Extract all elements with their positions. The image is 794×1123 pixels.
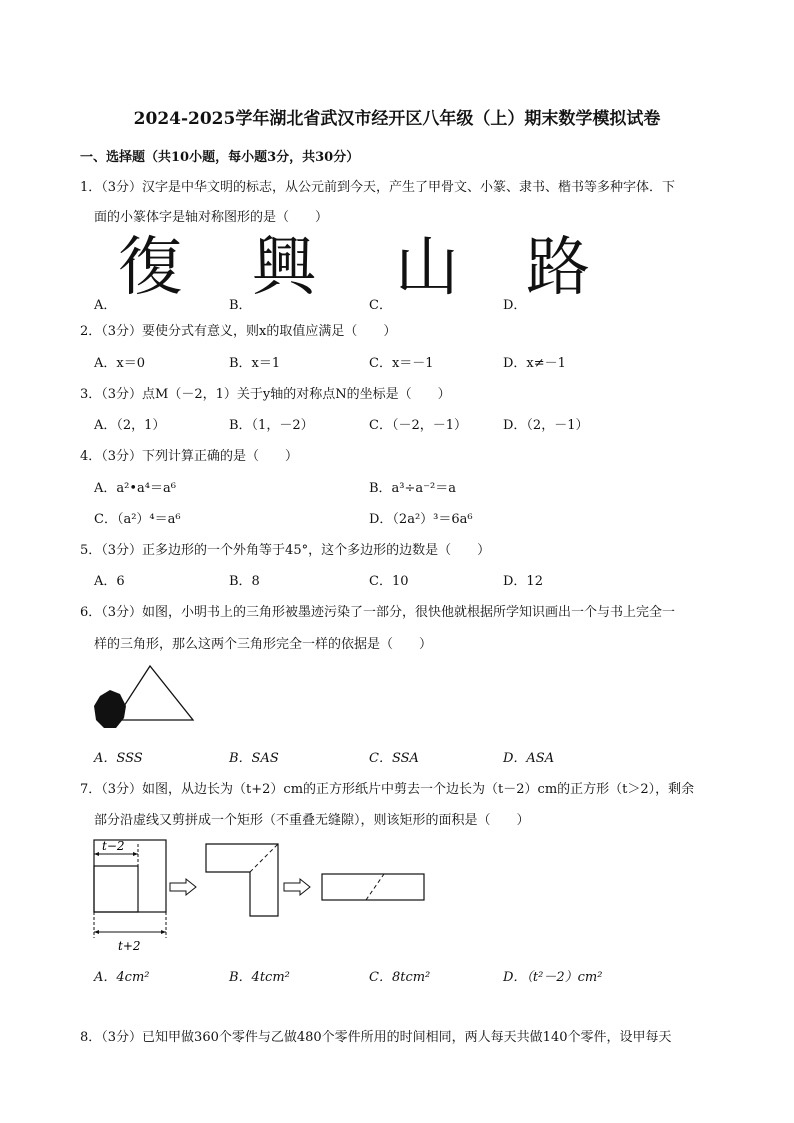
q2-option-b: B．x＝1 [229,356,281,371]
q5-option-a: A．6 [94,574,125,589]
q4-option-a: A．a²•a⁴＝a⁶ [94,481,176,496]
question-3-text: 3．（3分）点M（－2，1）关于y轴的对称点N的坐标是（ ） [80,387,451,402]
triangle-outline [115,666,193,720]
question-6-text-cont: 样的三角形，那么这两个三角形完全一样的依据是（ ） [94,637,433,652]
q2-option-d: D．x≠－1 [503,356,566,371]
q7-option-d: D．（t²－2）cm² [503,970,603,985]
q4-option-c: C．（a²）⁴＝a⁶ [94,512,181,527]
top-dimension-label: t−2 [102,839,125,853]
q5-option-c: C．10 [369,574,409,589]
q1-option-b: B． [229,298,252,313]
question-5-text: 5．（3分）正多边形的一个外角等于45°，这个多边形的边数是（ ） [80,543,491,558]
question-8-text: 8．（3分）已知甲做360个零件与乙做480个零件所用的时间相同，两人每天共做140个零件，设甲每天 [80,1030,672,1045]
q1-option-a: A． [94,298,117,313]
q6-option-a: A．SSS [94,751,143,766]
question-1-text-cont: 面的小篆体字是轴对称图形的是（ ） [94,210,329,225]
q7-option-b: B．4tcm² [229,970,290,985]
seal-glyph-d: 路 [526,231,590,305]
arrow-right-icon [170,879,196,895]
question-6-text: 6．（3分）如图，小明书上的三角形被墨迹污染了一部分，很快他就根据所学知识画出一个与书上完全一 [80,605,676,620]
seal-glyph-c: 山 [395,231,459,305]
q3-option-b: B．（1，－2） [229,418,314,433]
q4-option-d: D．（2a²）³＝6a⁶ [369,512,473,527]
inner-square [94,866,138,912]
q6-option-b: B．SAS [229,751,279,766]
cut-line [250,844,278,872]
q3-option-a: A．（2，1） [94,418,166,433]
q4-option-b: B．a³÷a⁻²＝a [369,481,456,496]
q3-option-d: D．（2，－1） [503,418,589,433]
q6-option-c: C．SSA [369,751,419,766]
q7-option-c: C．8tcm² [369,970,431,985]
ink-blot [94,690,126,728]
seal-glyph-a: 復 [118,231,182,305]
q2-option-c: C．x＝－1 [369,356,434,371]
arrow-right-icon [284,879,310,895]
result-rectangle [322,874,424,900]
question-7-text: 7．（3分）如图，从边长为（t+2）cm的正方形纸片中剪去一个边长为（t－2）cm的正方形（t＞2），剩余 [80,782,695,797]
question-2-text: 2．（3分）要使分式有意义，则x的取值应满足（ ） [80,324,397,339]
question-4-text: 4．（3分）下列计算正确的是（ ） [80,449,299,464]
q1-option-d: D． [503,298,527,313]
question-7-text-cont: 部分沿虚线又剪拼成一个矩形（不重叠无缝隙），则该矩形的面积是（ ） [94,813,530,828]
question-1-text: 1．（3分）汉字是中华文明的标志，从公元前到今天，产生了甲骨文、小篆、隶书、楷书等多种字体．下 [80,180,676,195]
q2-option-a: A．x＝0 [94,356,145,371]
bottom-dimension-label: t+2 [118,939,141,953]
q6-option-d: D．ASA [503,751,555,766]
seal-glyph-b: 興 [252,231,316,305]
q3-option-c: C．（－2，－1） [369,418,467,433]
square-cut-figure [88,836,438,958]
ink-stained-triangle-figure [90,662,200,732]
section-heading: 一、选择题（共10小题，每小题3分，共30分） [80,150,360,165]
q1-option-c: C． [369,298,392,313]
q5-option-b: B．8 [229,574,260,589]
rectangle-cut-line [366,874,384,900]
q7-option-a: A．4cm² [94,970,150,985]
page-title: 2024-2025学年湖北省武汉市经开区八年级（上）期末数学模拟试卷 [133,109,661,129]
q5-option-d: D．12 [503,574,543,589]
